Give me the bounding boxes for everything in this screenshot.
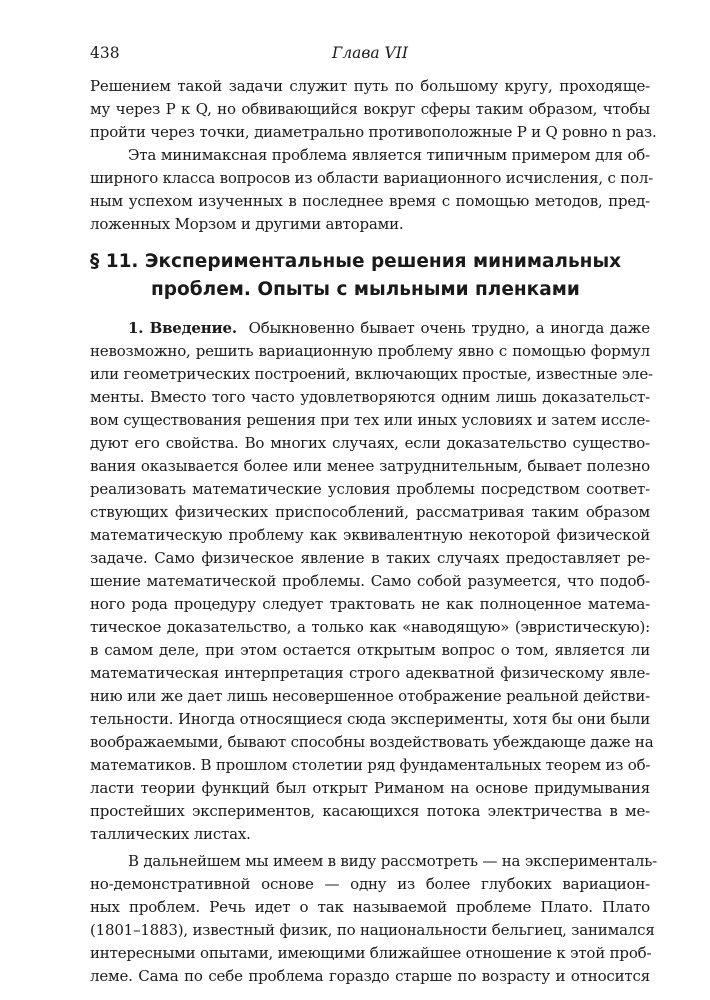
- text-line: ширного класса вопросов из области вариационного исчисления, с пол-: [90, 169, 654, 187]
- subsection-first-line: [128, 318, 650, 338]
- section-heading-continued: проблем. Опыты с мыльными пленками: [151, 279, 580, 300]
- text-line: (1801–1883), известный физик, по национальности бельгиец, занимался: [90, 921, 655, 939]
- page-number: 438: [90, 44, 120, 62]
- text-line: нию или же дает лишь несовершенное отображение реальной действи-: [90, 687, 650, 705]
- text-line: ного рода процедуру следует трактовать не как полноценное матема-: [90, 595, 650, 613]
- text-line: воображаемыми, бывают способны воздействовать убеждающе даже на: [90, 733, 654, 751]
- text-line: или геометрических построений, включающих простые, известные эле-: [90, 365, 653, 383]
- subsection-label: 1. Введение.: [128, 319, 237, 337]
- text-line: таллических листах.: [90, 825, 251, 843]
- text-line: ным успехом изученных в последнее время с помощью методов, пред-: [90, 192, 650, 210]
- text-line: ласти теории функций был открыт Риманом на основе придумывания: [90, 779, 650, 797]
- text-line: шение математической проблемы. Само собой разумеется, что подоб-: [90, 572, 650, 590]
- text-line: му через P к Q, но обвивающийся вокруг сферы таким образом, чтобы: [90, 100, 650, 118]
- running-title: Глава VII: [331, 44, 408, 62]
- text-line: вания оказывается более или менее затруднительным, бывает полезно: [90, 457, 650, 475]
- text-line: пройти через точки, диаметрально противоположные P и Q ровно n раз.: [90, 123, 657, 141]
- text-line: математическая интерпретация строго адекватной физическому явле-: [90, 664, 650, 682]
- text-line: леме. Сама по себе проблема гораздо старше по возрасту и относится: [90, 967, 650, 985]
- text-line: ложенных Морзом и другими авторами.: [90, 215, 404, 233]
- text-line: простейших экспериментов, касающихся потока электричества в ме-: [90, 802, 650, 820]
- text-line: математическую проблему как эквивалентную некоторой физической: [90, 526, 650, 544]
- text-line: Решением такой задачи служит путь по большому кругу, проходяще-: [90, 77, 650, 95]
- text-line: тельности. Иногда относящиеся сюда эксперименты, хотя бы они были: [90, 710, 650, 728]
- text-line: но-демонстративной основе — одну из более глубоких вариацион-: [90, 875, 650, 893]
- page-header: [90, 42, 650, 64]
- text-span: Обыкновенно бывает очень трудно, а иногда даже: [248, 319, 650, 337]
- text-line: невозможно, решить вариационную проблему явно с помощью формул: [90, 342, 650, 360]
- text-line: Эта минимаксная проблема является типичным примером для об-: [128, 146, 650, 164]
- text-line: ствующих физических приспособлений, рассматривая таким образом: [90, 503, 650, 521]
- text-line: реализовать математические условия проблемы посредством соответ-: [90, 480, 650, 498]
- text-line: тическое доказательство, а только как «наводящую» (эвристическую):: [90, 618, 650, 636]
- text-line: математиков. В прошлом столетии ряд фундаментальных теорем из об-: [90, 756, 651, 774]
- text-line: интересными опытами, имеющими ближайшее отношение к этой проб-: [90, 944, 652, 962]
- text-line: менты. Вместо того часто удовлетворяются одним лишь доказательст-: [90, 388, 650, 406]
- text-line: ных проблем. Речь идет о так называемой проблеме Плато. Плато: [90, 898, 650, 916]
- text-line: в самом деле, при этом остается открытым вопрос о том, является ли: [90, 641, 650, 659]
- text-line: В дальнейшем мы имеем в виду рассмотреть — на эксперименталь-: [128, 852, 658, 870]
- text-line: дуют его свойства. Во многих случаях, если доказательство существо-: [90, 434, 650, 452]
- text-line: вом существования решения при тех или иных условиях и затем иссле-: [90, 411, 650, 429]
- text-line: задаче. Само физическое явление в таких случаях предоставляет ре-: [90, 549, 650, 567]
- section-heading: § 11. Экспериментальные решения минимальных: [90, 251, 622, 272]
